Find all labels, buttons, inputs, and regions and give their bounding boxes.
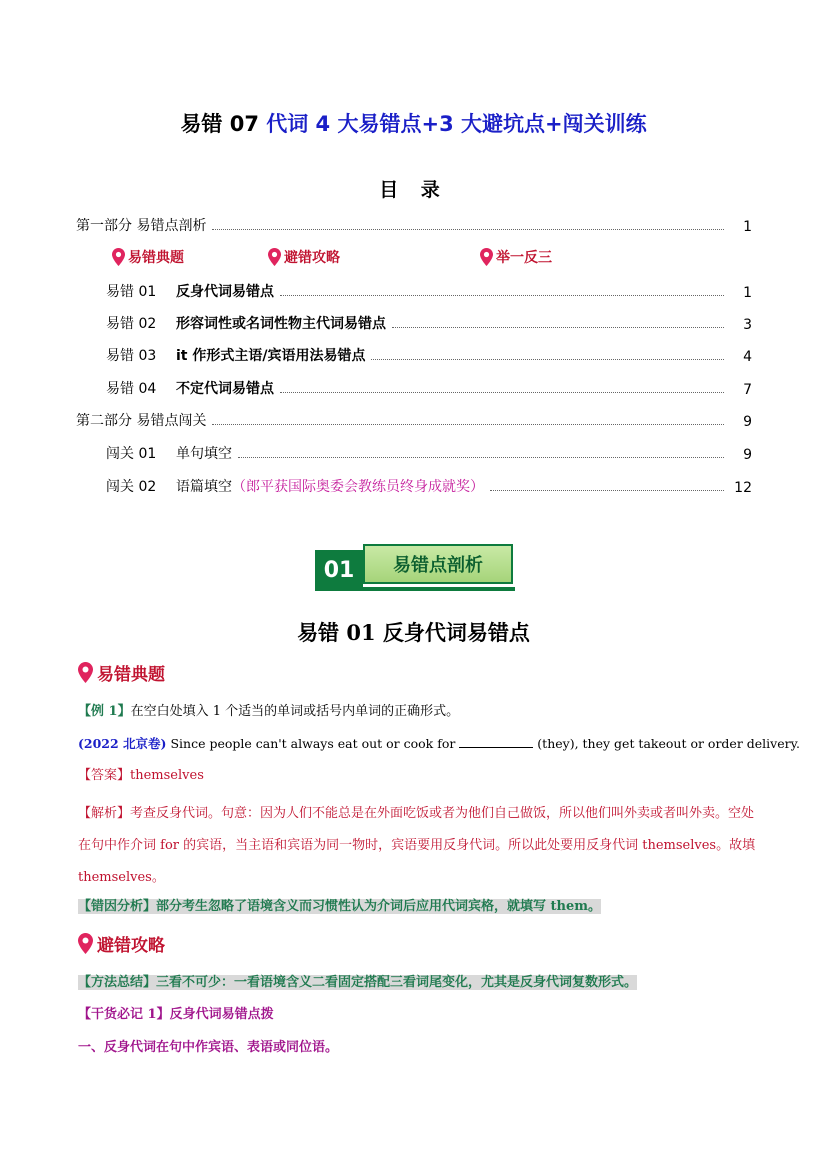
point-one: 一、反身代词在句中作宾语、表语或同位语。 — [78, 1040, 339, 1055]
marker-practice: 举一反三 — [480, 247, 552, 267]
memo-heading: 【干货必记 1】反身代词易错点拨 — [78, 1007, 274, 1022]
heading-avoid-strategy: 避错攻略 — [78, 931, 165, 956]
answer-line: 【答案】themselves — [78, 768, 204, 783]
toc-item[interactable]: 闯关 02 语篇填空 （郎平获国际奥委会教练员终身成就奖） 12 — [106, 479, 752, 496]
location-pin-icon — [480, 248, 493, 266]
example-sentence: (2022 北京卷) Since people can't always eat out or cook for (they), they get takeout or order delivery. — [78, 736, 800, 751]
analysis-paragraph: 【解析】考查反身代词。句意：因为人们不能总是在外面吃饭或者为他们自己做饭，所以他们叫外卖或者叫外卖。空处在句中作介词 for 的宾语，当主语和宾语为同一物时，宾语要用反身代词。所以此处要用反身代词 themselves。故填 themselves。 — [78, 806, 756, 885]
method-summary: 【方法总结】三看不可少：一看语境含义二看固定搭配三看词尾变化，尤其是反身代词复数形式。 — [78, 975, 638, 990]
location-pin-icon — [112, 248, 125, 266]
toc-item[interactable]: 易错 04 不定代词易错点 7 — [106, 381, 752, 398]
toc-part1[interactable]: 第一部分 易错点剖析 1 — [76, 218, 752, 235]
section-title: 易错 01 反身代词易错点 — [297, 620, 530, 645]
heading-error-examples: 易错典题 — [78, 660, 165, 685]
toc-heading: 目 录 — [379, 179, 448, 201]
example-prompt: 【例 1】在空白处填入 1 个适当的单词或括号内单词的正确形式。 — [78, 704, 460, 719]
toc-part2[interactable]: 第二部分 易错点闯关 9 — [76, 413, 752, 430]
location-pin-icon — [78, 933, 93, 954]
section-banner — [315, 544, 515, 591]
document-title: 易错 07 代词 4 大易错点+3 大避坑点+闯关训练 — [180, 112, 647, 136]
location-pin-icon — [268, 248, 281, 266]
answer-blank — [459, 735, 533, 748]
toc-item[interactable]: 闯关 01 单句填空 9 — [106, 446, 752, 463]
banner-number: 01 — [315, 550, 363, 590]
error-analysis: 【错因分析】部分考生忽略了语境含义而习惯性认为介词后应用代词宾格，就填写 them。 — [78, 899, 602, 914]
toc-item[interactable]: 易错 03 it 作形式主语/宾语用法易错点 4 — [106, 348, 752, 365]
toc-markers — [112, 247, 712, 269]
banner-label: 易错点剖析 — [363, 544, 513, 584]
toc-item[interactable]: 易错 01 反身代词易错点 1 — [106, 284, 752, 301]
marker-error-examples: 易错典题 — [112, 247, 184, 267]
toc-item[interactable]: 易错 02 形容词性或名词性物主代词易错点 3 — [106, 316, 752, 333]
marker-avoid-strategy: 避错攻略 — [268, 247, 340, 267]
location-pin-icon — [78, 662, 93, 683]
